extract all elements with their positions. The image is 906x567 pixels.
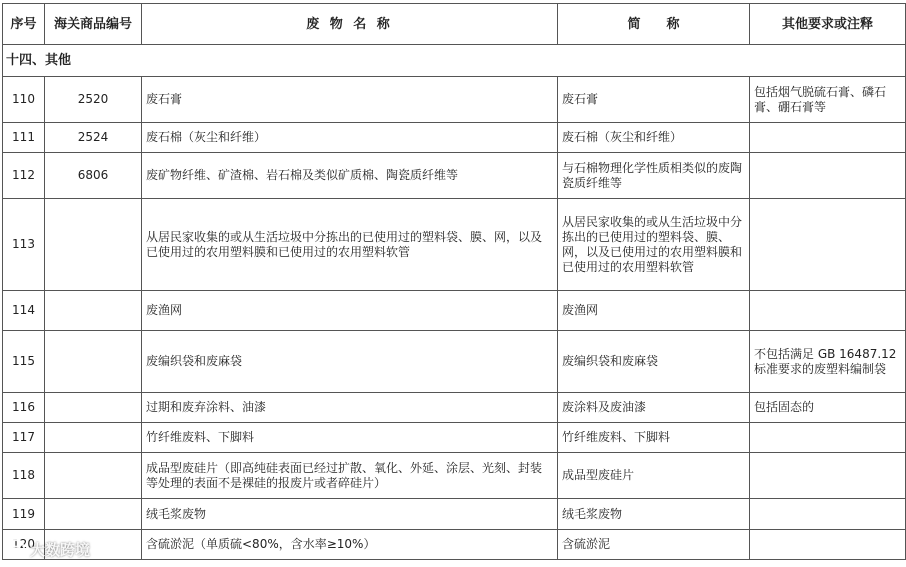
cell-code [45, 453, 142, 499]
cell-seq: 117 [3, 423, 45, 453]
section-title: 十四、其他 [3, 45, 906, 77]
cell-short: 废渔网 [558, 291, 750, 331]
table-row [3, 423, 906, 453]
cell-short: 与石棉物理化学性质相类似的废陶瓷质纤维等 [558, 153, 750, 199]
cell-code [45, 530, 142, 560]
cell-seq: 114 [3, 291, 45, 331]
cell-name: 成品型废硅片（即高纯硅表面已经过扩散、氧化、外延、涂层、光刻、封装等处理的表面不是裸硅的报废片或者碎硅片） [142, 453, 558, 499]
table-row [3, 453, 906, 499]
cell-short: 废编织袋和废麻袋 [558, 331, 750, 393]
cell-short: 含硫淤泥 [558, 530, 750, 560]
cell-name: 废石棉（灰尘和纤维） [142, 123, 558, 153]
table-row [3, 199, 906, 291]
cell-code [45, 291, 142, 331]
cell-note [750, 291, 906, 331]
table-row [3, 77, 906, 123]
cell-note: 不包括满足 GB 16487.12 标准要求的废塑料编制袋 [750, 331, 906, 393]
cell-seq: 110 [3, 77, 45, 123]
watermark-text: 大数跨境 [30, 540, 91, 559]
cell-seq: 118 [3, 453, 45, 499]
cell-name: 过期和废弃涂料、油漆 [142, 393, 558, 423]
section-row [3, 45, 906, 77]
cell-note: 包括固态的 [750, 393, 906, 423]
cell-note [750, 499, 906, 530]
cell-seq: 115 [3, 331, 45, 393]
cell-short: 成品型废硅片 [558, 453, 750, 499]
cell-name: 废石膏 [142, 77, 558, 123]
header-name: 废 物 名 称 [142, 4, 558, 45]
header-short: 简 称 [558, 4, 750, 45]
cell-note [750, 453, 906, 499]
cell-code [45, 423, 142, 453]
cell-short: 竹纤维废料、下脚料 [558, 423, 750, 453]
cell-name: 含硫淤泥（单质硫<80%，含水率≥10%） [142, 530, 558, 560]
cell-code [45, 199, 142, 291]
cell-note: 包括烟气脱硫石膏、磷石膏、硼石膏等 [750, 77, 906, 123]
cell-note [750, 199, 906, 291]
cell-code [45, 499, 142, 530]
cell-note [750, 530, 906, 560]
cell-name: 废编织袋和废麻袋 [142, 331, 558, 393]
table-row [3, 393, 906, 423]
cell-short: 废石棉（灰尘和纤维） [558, 123, 750, 153]
cell-seq: 120 [3, 530, 45, 560]
cell-short: 绒毛浆废物 [558, 499, 750, 530]
cell-code: 2524 [45, 123, 142, 153]
table-row [3, 499, 906, 530]
cell-seq: 113 [3, 199, 45, 291]
header-row [3, 4, 906, 45]
table-row [3, 153, 906, 199]
cell-code [45, 331, 142, 393]
waste-table [2, 3, 906, 560]
cell-name: 绒毛浆废物 [142, 499, 558, 530]
header-seq: 序号 [3, 4, 45, 45]
cell-note [750, 153, 906, 199]
cell-name: 废矿物纤维、矿渣棉、岩石棉及类似矿质棉、陶瓷质纤维等 [142, 153, 558, 199]
cell-name: 废渔网 [142, 291, 558, 331]
table-row [3, 530, 906, 560]
cell-name: 竹纤维废料、下脚料 [142, 423, 558, 453]
cell-note [750, 123, 906, 153]
header-code: 海关商品编号 [45, 4, 142, 45]
table-row [3, 291, 906, 331]
cell-name: 从居民家收集的或从生活垃圾中分拣出的已使用过的塑料袋、膜、网，以及已使用过的农用塑料膜和已使用过的农用塑料软管 [142, 199, 558, 291]
cell-seq: 116 [3, 393, 45, 423]
cell-short: 从居民家收集的或从生活垃圾中分拣出的已使用过的塑料袋、膜、网，以及已使用过的农用塑料膜和已使用过的农用塑料软管 [558, 199, 750, 291]
cell-seq: 112 [3, 153, 45, 199]
cell-code: 6806 [45, 153, 142, 199]
header-note: 其他要求或注释 [750, 4, 906, 45]
cell-code: 2520 [45, 77, 142, 123]
table-row [3, 331, 906, 393]
cell-code [45, 393, 142, 423]
table-row [3, 123, 906, 153]
cell-short: 废涂料及废油漆 [558, 393, 750, 423]
cell-short: 废石膏 [558, 77, 750, 123]
cell-note [750, 423, 906, 453]
cell-seq: 111 [3, 123, 45, 153]
cell-seq: 119 [3, 499, 45, 530]
